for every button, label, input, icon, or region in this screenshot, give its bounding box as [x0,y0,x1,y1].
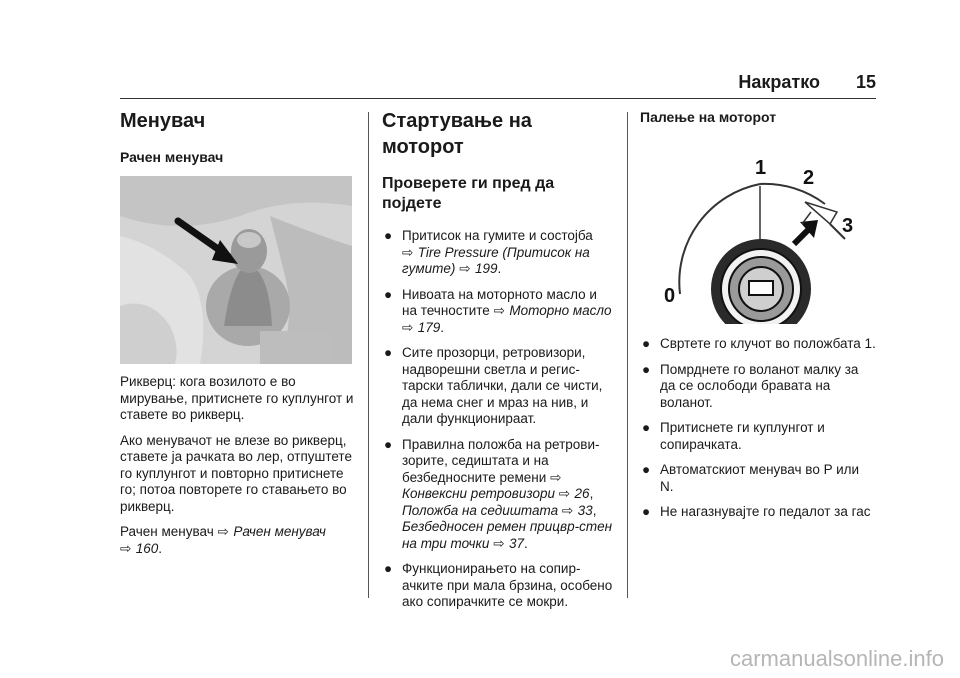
bullet-icon: ● [642,336,651,351]
list-item: ● Правилна положба на ретрови-зорите, седиштата и на безбедносните ремени ⇨ Конвексни ретровизори ⇨ 26, Положба на седиштата ⇨ 33, Безбедносен ремен прицвр-стен на три точки ⇨ 37. [384,436,613,551]
page-header [120,68,876,99]
position-label-2: 2 [803,167,815,189]
list-item: ● Свртете го клучот во положбата 1. [642,336,876,351]
page-number: 15 [855,72,876,92]
xref-arrow-icon: ⇨ [493,303,505,318]
xref-arrow-icon: ⇨ [558,486,571,501]
xref-arrow-icon: ⇨ [493,535,505,551]
bullet-icon: ● [384,228,393,243]
ignition-diagram [640,134,876,324]
xref-arrow-icon: ⇨ [550,469,562,485]
xref-arrow-icon: ⇨ [402,244,414,260]
column-transmission [120,108,356,566]
position-label-3: 3 [842,215,854,237]
bullet-icon: ● [384,436,393,452]
heading-ignition: Палење на моторот [640,109,777,125]
xref-arrow-icon: ⇨ [402,319,414,335]
section-title: Накратко [738,72,820,92]
watermark: carmanualsonline.info [729,646,944,671]
xref-page[interactable]: 199 [474,261,498,276]
xref-text: Рачен менувач [120,524,214,539]
bullet-icon: ● [642,420,651,435]
checklist [382,228,614,611]
xref-link[interactable]: Моторно масло [509,303,612,318]
list-item: ● Не нагазнувајте го педалот за гас [642,504,871,519]
bullet-icon: ● [384,561,393,576]
position-label-1: 1 [755,157,767,179]
xref-link[interactable]: Безбедносен ремен прицвр-стен на три точки [402,519,613,551]
bullet-icon: ● [642,504,651,519]
xref-arrow-icon: ⇨ [561,502,574,518]
column-ignition [640,108,876,530]
xref-page[interactable]: 37 [508,535,524,551]
xref-link-manual[interactable]: Рачен менувач [233,524,326,539]
xref-page[interactable]: 160 [135,540,159,556]
heading-transmission: Менувач [120,110,206,132]
xref-arrow-icon: ⇨ [217,524,229,539]
list-item: ● Притиснете ги куплунгот и сопирачката. [642,420,825,452]
list-item: ● Функционирањето на сопир-ачките при мала брзина, особено ако сопирачките се мокри. [384,561,613,609]
subheading-manual: Рачен менувач [120,149,224,165]
xref-page[interactable]: 179 [417,319,441,335]
ignition-steps [640,336,876,521]
column-starting [382,108,614,620]
bullet-icon: ● [384,286,393,302]
xref-arrow-icon: ⇨ [459,261,471,276]
xref-link[interactable]: Tire Pressure (Притисок на гумите) [402,244,590,276]
bullet-icon: ● [642,361,651,377]
subheading-check: Проверете ги пред да појдете [382,175,555,212]
paragraph-reverse-retry: Ако менувачот не влезе во рикверц, ставете ја рачката во лер, отпуштете го куплунгот и повторно притиснете го; потоа повторете го ставањето во рикверц. [120,432,352,514]
position-label-0: 0 [664,285,676,307]
list-item: ● Сите прозорци, ретровизори, надворешни светла и регис-тарски таблички, дали се чисти, да нема снег и мраз на нив, и дали функционираат. [384,345,603,426]
column-divider [368,112,369,598]
list-item: ● Притисок на гумите и состојба ⇨ Tire Pressure (Притисок на гумите) ⇨ 199. [384,228,593,276]
xref-page[interactable]: 26 [574,486,590,501]
paragraph-xref: Рачен менувач ⇨ Рачен менувач ⇨ 160. [120,524,326,556]
xref-arrow-icon: ⇨ [120,540,132,556]
paragraph-reverse: Рикверц: кога возилото е во мирување, притиснете го куплунгот и ставете во рикверц. [120,374,354,422]
xref-link[interactable]: Положба на седиштата [402,502,559,518]
xref-page[interactable]: 33 [577,502,593,518]
list-item: ● Помрднете го воланот малку за да се ослободи бравата на воланот. [642,361,859,410]
list-item: ● Нивоата на моторното масло и на течностите ⇨ Моторно масло ⇨ 179. [384,286,612,335]
heading-starting: Стартување на моторот [382,110,532,158]
bullet-icon: ● [642,462,651,477]
bullet-icon: ● [384,345,393,360]
gear-shift-photo [120,176,352,364]
column-divider [627,112,628,598]
xref-link[interactable]: Конвексни ретровизори [402,486,555,501]
list-item: ● Автоматскиот менувач во P или N. [642,462,860,494]
